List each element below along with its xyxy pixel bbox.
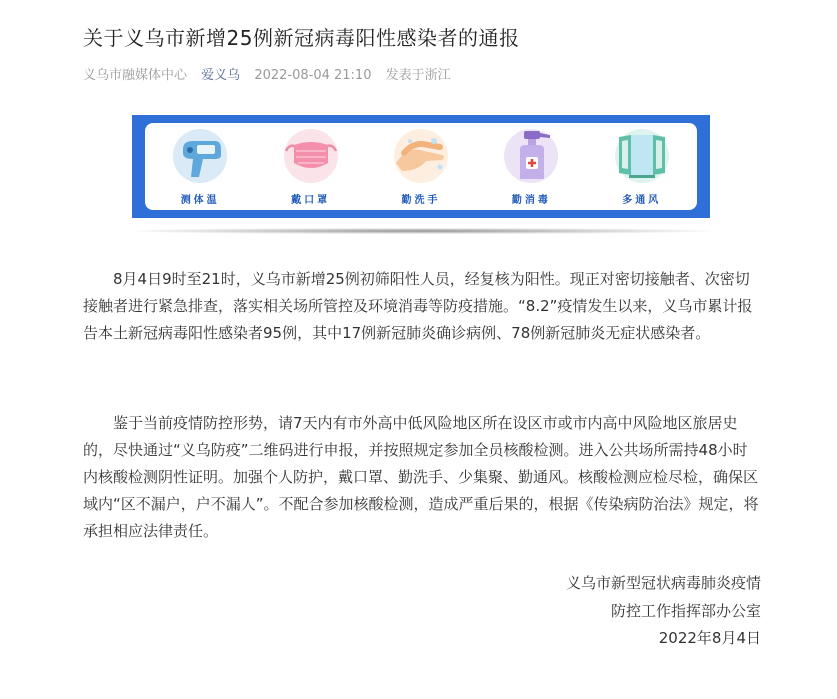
article-title: 关于义乌市新增25例新冠病毒阳性感染者的通报 [83, 26, 520, 50]
prevention-banner-panel [145, 123, 697, 210]
hand-wash-icon [388, 127, 454, 185]
banner-item-handwash [381, 127, 461, 206]
article-source: 义乌市融媒体中心 [83, 68, 188, 83]
article-meta [83, 64, 461, 83]
article-author-link[interactable]: 爱义乌 [201, 68, 241, 83]
banner-caption: 勤消毒 [511, 195, 551, 206]
body-paragraph: 鉴于当前疫情防控形势，请7天内有市外高中低风险地区所在设区市或市内高中风险地区旅居史的，尽快通过“义乌防疫”二维码进行申报，并按照规定参加全员核酸检测。进入公共场所需持48小时内核酸检测阴性证明。加强个人防护，戴口罩、勤洗手、少集聚、勤通风。核酸检测应检尽检，确保区域内“区不漏户，户不漏人”。不配合参加核酸检测，造成严重后果的，根据《传染病防治法》规定，将承担相应法律责任。 [83, 414, 759, 540]
banner-caption: 勤洗手 [401, 195, 441, 206]
banner-item-ventilation [602, 127, 682, 206]
thermometer-icon [167, 127, 233, 185]
body-paragraph: 8月4日9时至21时，义乌市新增25例初筛阳性人员，经复核为阳性。现正对密切接触者、次密切接触者进行紧急排查，落实相关场所管控及环境消毒等防疫措施。“8.2”疫情发生以来，义乌市累计报告本土新冠病毒阳性感染者95例，其中17例新冠肺炎确诊病例、78例新冠肺炎无症状感染者。 [83, 270, 753, 342]
window-icon [609, 127, 675, 185]
banner-caption: 戴口罩 [291, 195, 331, 206]
article-datetime: 2022-08-04 21:10 [254, 68, 372, 83]
banner-item-thermometer [160, 127, 240, 206]
banner-shadow [132, 228, 710, 234]
banner-caption: 多通风 [622, 195, 662, 206]
signature-org-line1: 义乌市新型冠状病毒肺炎疫情 [565, 574, 761, 592]
prevention-banner [132, 115, 710, 218]
signature-date: 2022年8月4日 [658, 629, 761, 647]
signature-org-line2: 防控工作指挥部办公室 [610, 602, 761, 620]
article-location: 发表于浙江 [385, 68, 451, 83]
mask-icon [278, 127, 344, 185]
disinfectant-icon [498, 127, 564, 185]
banner-item-mask [271, 127, 351, 206]
banner-caption: 测体温 [180, 195, 220, 206]
banner-item-disinfect [491, 127, 571, 206]
